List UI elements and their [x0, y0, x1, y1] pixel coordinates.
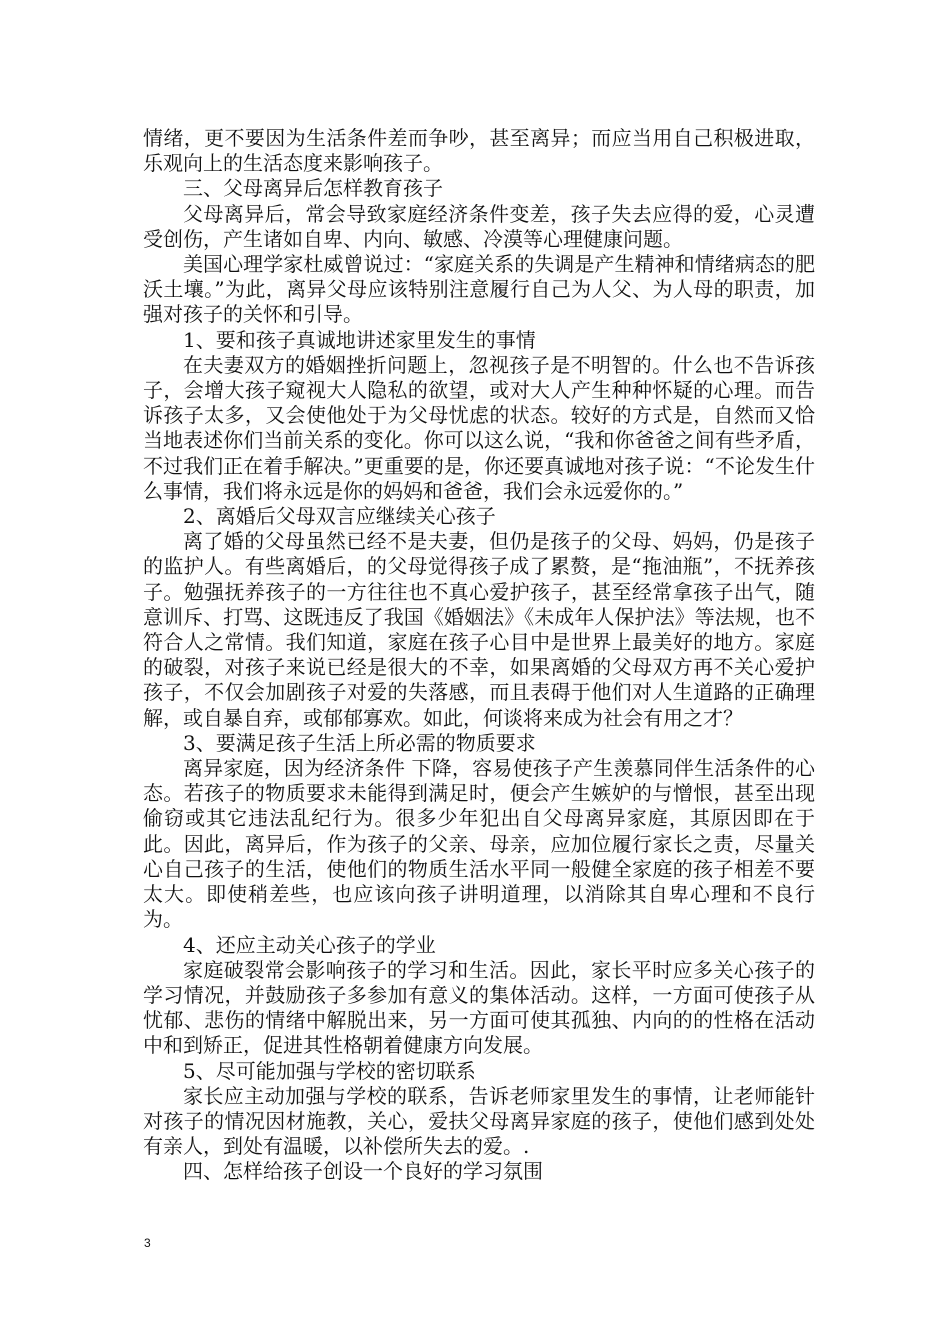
subheading-3: 3、要满足孩子生活上所必需的物质要求: [183, 730, 536, 755]
section-heading-3: 三、父母离异后怎样教育孩子: [183, 176, 443, 201]
subheading-4: 4、还应主动关心孩子的学业: [183, 932, 436, 957]
section-heading-4: 四、怎样给孩子创设一个良好的学习氛围: [183, 1159, 543, 1184]
paragraph-continuation: 情绪，更不要因为生活条件差而争吵，甚至离异；而应当用自己积极进取，乐观向上的生活态度来影响孩子。: [143, 126, 815, 176]
paragraph: 父母离异后，常会导致家庭经济条件变差，孩子失去应得的爱，心灵遭受创伤，产生诸如自卑、内向、敏感、冷漠等心理健康问题。: [143, 201, 815, 251]
page-number: 3: [144, 1236, 151, 1250]
paragraph: 在夫妻双方的婚姻挫折问题上，忽视孩子是不明智的。什么也不告诉孩子，会增大孩子窥视大人隐私的欲望，或对大人产生种种怀疑的心理。而告诉孩子太多，又会使他处于为父母忧虑的状态。较好的方式是，自然而又恰当地表述你们当前关系的变化。你可以这么说，“我和你爸爸之间有些矛盾，不过我们正在着手解决。”更重要的是，你还要真诚地对孩子说：“不论发生什么事情，我们将永远是你的妈妈和爸爸，我们会永远爱你的。”: [143, 352, 815, 503]
subheading-2: 2、离婚后父母双言应继续关心孩子: [183, 504, 496, 529]
paragraph: 离异家庭，因为经济条件 下降，容易使孩子产生羡慕同伴生活条件的心态。若孩子的物质要求未能得到满足时，便会产生嫉妒的与憎恨，甚至出现偷窃或其它违法乱纪行为。很多少年犯出自父母离异家庭，其原因即在于此。因此，离异后，作为孩子的父亲、母亲，应加位履行家长之责，尽量关心自己孩子的生活，使他们的物质生活水平同一般健全家庭的孩子相差不要太大。即使稍差些，也应该向孩子讲明道理，以消除其自卑心理和不良行为。: [143, 756, 815, 932]
paragraph: 离了婚的父母虽然已经不是夫妻，但仍是孩子的父母、妈妈，仍是孩子的监护人。有些离婚后，的父母觉得孩子成了累赘，是“拖油瓶”，不抚养孩子。勉强抚养孩子的一方往往也不真心爱护孩子，甚至经常拿孩子出气，随意训斥、打骂、这既违反了我国《婚姻法》《未成年人保护法》等法规，也不符合人之常情。我们知道，家庭在孩子心目中是世界上最美好的地方。家庭的破裂，对孩子来说已经是很大的不幸，如果离婚的父母双方再不关心爱护孩子，不仅会加剧孩子对爱的失落感，而且表碍于他们对人生道路的正确理解，或自暴自弃，或郁郁寡欢。如此，何谈将来成为社会有用之才？: [143, 529, 815, 730]
subheading-1: 1、要和孩子真诚地讲述家里发生的事情: [183, 327, 536, 352]
paragraph: 家庭破裂常会影响孩子的学习和生活。因此，家长平时应多关心孩子的学习情况，并鼓励孩子多参加有意义的集体活动。这样，一方面可使孩子从忧郁、悲伤的情绪中解脱出来，另一方面可使其孤独、内向的的性格在活动中和到矫正，促进其性格朝着健康方向发展。: [143, 957, 815, 1058]
subheading-5: 5、尽可能加强与学校的密切联系: [183, 1058, 476, 1083]
paragraph: 美国心理学家杜威曾说过：“家庭关系的失调是产生精神和情绪病态的肥沃土壤。”为此，离异父母应该特别注意履行自己为人父、为人母的职责，加强对孩子的关怀和引导。: [143, 252, 815, 327]
paragraph: 家长应主动加强与学校的联系，告诉老师家里发生的事情，让老师能针对孩子的情况因材施教，关心，爱扶父母离异家庭的孩子，使他们感到处处有亲人，到处有温暖，以补偿所失去的爱。.: [143, 1083, 815, 1159]
document-body: [143, 126, 815, 1185]
